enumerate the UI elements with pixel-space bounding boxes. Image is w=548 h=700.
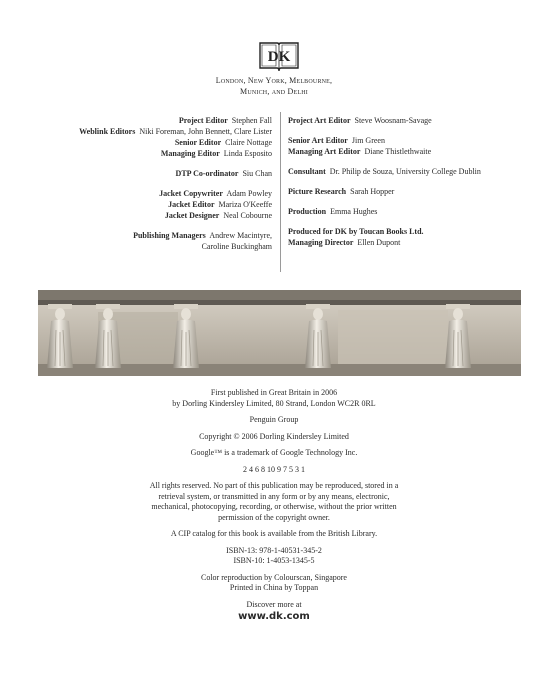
copyright-notice: Copyright © 2006 Dorling Kindersley Limited <box>199 431 349 441</box>
credit-role: Publishing Managers <box>133 231 206 240</box>
credit-group <box>288 206 481 217</box>
publisher-group: Penguin Group <box>249 415 299 424</box>
credit-role: Weblink Editors <box>79 127 136 136</box>
discover-more: Discover more at <box>246 599 302 609</box>
printing-info: Color reproduction by Colourscan, Singapore Printed in China by Toppan <box>201 572 347 592</box>
credit-group <box>79 168 272 179</box>
credit-role: Production <box>288 207 327 216</box>
credit-line <box>79 241 272 252</box>
credit-name: Emma Hughes <box>330 207 378 216</box>
isbn-13: ISBN-13: 978-1-40531-345-2 <box>226 545 322 555</box>
credit-name: Diane Thistlethwaite <box>364 147 432 156</box>
credit-role: Senior Art Editor <box>288 136 348 145</box>
first-published: First published in Great Britain in 2006 by Dorling Kindersley Limited, 80 Strand, London WC2R 0RL <box>172 388 376 408</box>
credit-role: Picture Research <box>288 187 347 196</box>
credit-line <box>288 115 481 126</box>
isbn-10: ISBN-10: 1-4053-1345-5 <box>233 556 315 565</box>
credit-group <box>288 186 481 197</box>
website-link[interactable]: www.dk.com <box>238 611 310 622</box>
trademark-notice: Google™ is a trademark of Google Technology Inc. <box>190 448 358 457</box>
credit-group <box>288 135 481 157</box>
credit-line <box>288 237 481 248</box>
credit-role: DTP Co-ordinator <box>175 169 239 178</box>
credit-name: Siu Chan <box>242 169 272 178</box>
dk-logo-icon <box>257 40 301 74</box>
credit-line <box>79 199 272 210</box>
credits-left-column <box>79 115 272 261</box>
credit-group <box>288 166 481 177</box>
places-line: Munich, and Delhi <box>240 87 308 96</box>
publisher-places <box>0 75 548 97</box>
credit-name: Sarah Hopper <box>350 187 395 196</box>
credit-name: Steve Woosnam-Savage <box>354 116 432 125</box>
credit-group <box>288 115 481 126</box>
credit-line <box>79 230 272 241</box>
credit-name: Caroline Buckingham <box>201 242 272 251</box>
credit-line <box>288 186 481 197</box>
credit-line <box>288 135 481 146</box>
credit-role: Managing Editor <box>160 149 220 158</box>
places-line: London, New York, Melbourne, <box>215 76 333 85</box>
credit-role: Consultant <box>288 167 326 176</box>
isbn-block <box>0 546 548 567</box>
print-line: 2 4 6 8 10 9 7 5 3 1 <box>243 464 305 474</box>
credit-line <box>288 166 481 177</box>
credit-group <box>288 226 481 248</box>
credit-line <box>79 148 272 159</box>
credit-role: Senior Editor <box>174 138 222 147</box>
credit-line <box>288 146 481 157</box>
credit-group <box>79 115 272 159</box>
credit-name: Claire Nottage <box>225 138 272 147</box>
credit-name: Dr. Philip de Souza, University College Dublin <box>329 167 481 176</box>
credit-role: Produced for DK by Toucan Books Ltd. <box>288 227 424 236</box>
credit-role: Jacket Copywriter <box>159 189 223 198</box>
credit-group <box>79 188 272 221</box>
credit-line <box>288 226 481 237</box>
credit-name: Adam Powley <box>226 189 272 198</box>
credit-group <box>79 230 272 252</box>
credit-name: Linda Esposito <box>223 149 272 158</box>
credit-role: Project Editor <box>178 116 228 125</box>
credit-name: Niki Foreman, John Bennett, Clare Lister <box>139 127 272 136</box>
caryatid-banner-image <box>38 290 521 376</box>
credit-name: Jim Green <box>351 136 385 145</box>
credits-divider <box>280 112 281 272</box>
cip-notice: A CIP catalog for this book is available from the British Library. <box>170 529 378 538</box>
rights-notice: All rights reserved. No part of this publication may be reproduced, stored in a retrieval system, or transmitted in any form or by any means, electronic, mechanical, photocopying, recording, or otherwise, without the prior written permission of the copyright owner. <box>149 481 399 522</box>
credit-name: Stephen Fall <box>231 116 272 125</box>
credit-line <box>79 168 272 179</box>
credit-name: Ellen Dupont <box>357 238 401 247</box>
credit-role: Managing Art Editor <box>288 147 361 156</box>
credit-line <box>288 206 481 217</box>
credit-name: Andrew Macintyre, <box>209 231 272 240</box>
credit-role: Managing Director <box>288 238 354 247</box>
credits-right-column <box>288 115 481 257</box>
credit-role: Project Art Editor <box>288 116 351 125</box>
credit-line <box>79 188 272 199</box>
imprint-block <box>0 388 548 623</box>
credit-role: Jacket Designer <box>164 211 220 220</box>
credit-line <box>79 126 272 137</box>
credit-line <box>79 137 272 148</box>
credit-name: Mariza O'Keeffe <box>218 200 272 209</box>
credit-role: Jacket Editor <box>168 200 215 209</box>
credit-name: Neal Cobourne <box>223 211 272 220</box>
credit-line <box>79 210 272 221</box>
dk-logo-text: DK <box>267 49 291 65</box>
credit-line <box>79 115 272 126</box>
